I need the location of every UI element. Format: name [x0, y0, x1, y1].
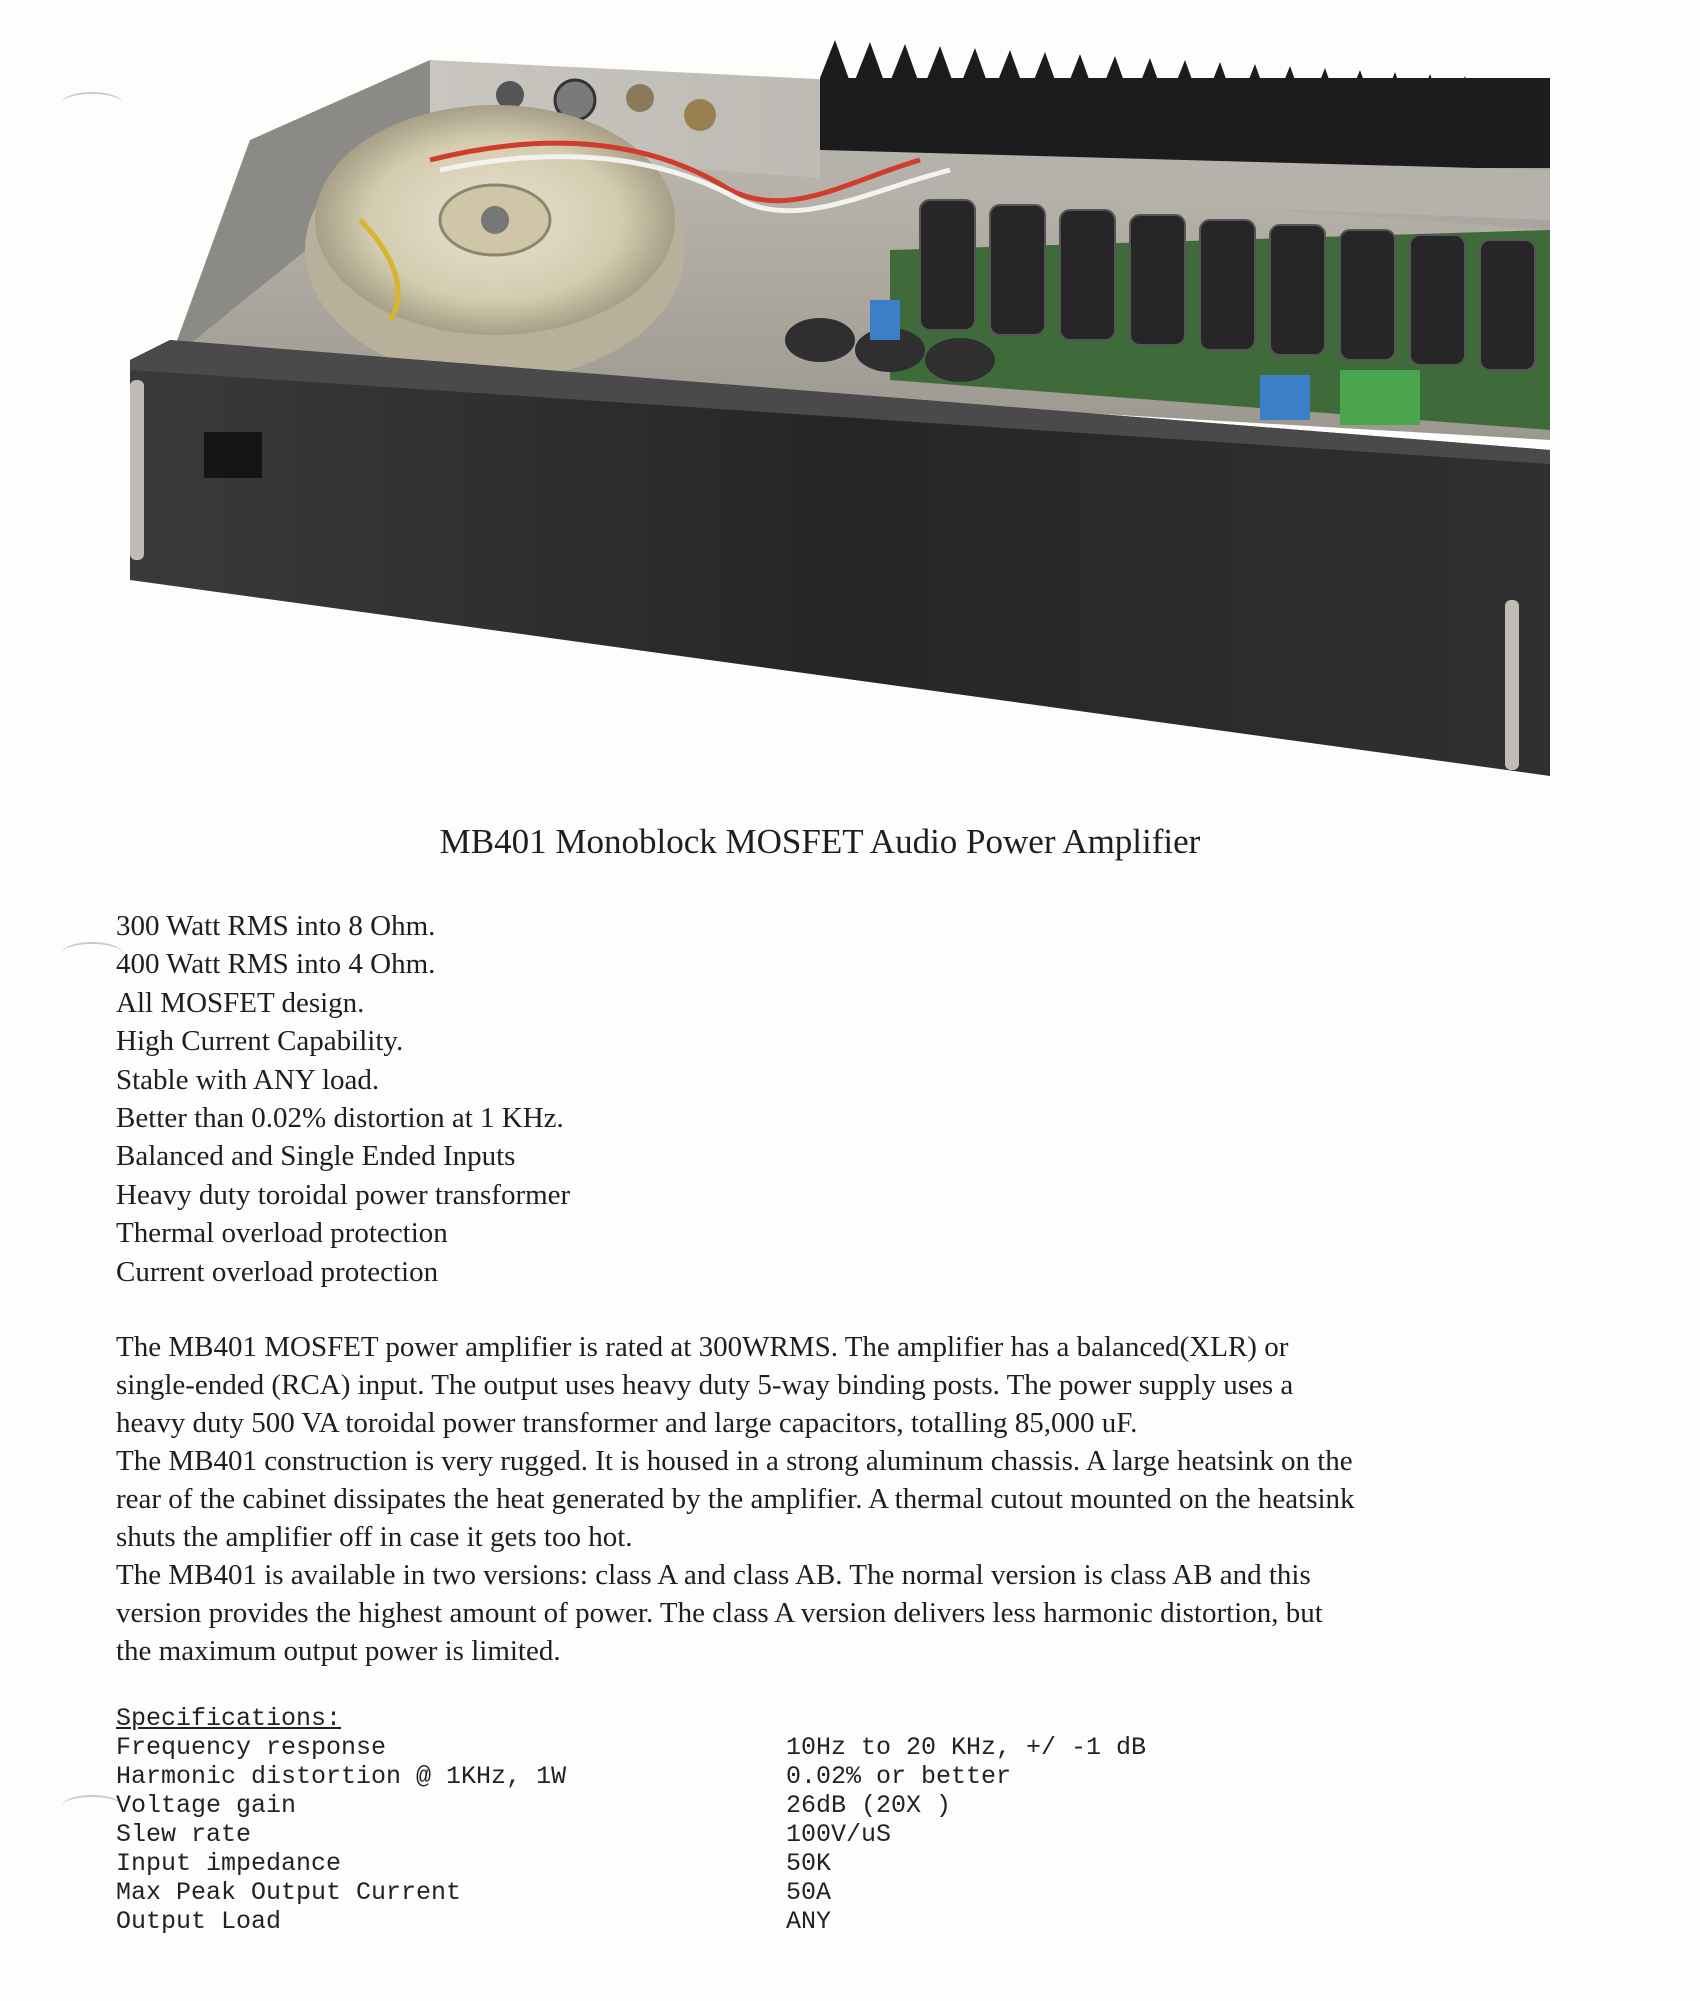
spec-value: 0.02% or better	[786, 1762, 1012, 1791]
description-line: the maximum output power is limited.	[116, 1635, 561, 1667]
spec-row	[116, 1849, 1146, 1878]
spec-name: Output Load	[116, 1907, 282, 1936]
feature-item: Current overload protection	[116, 1255, 439, 1288]
specifications-heading: Specifications:	[116, 1704, 342, 1733]
feature-item: Better than 0.02% distortion at 1 KHz.	[116, 1102, 564, 1135]
spec-name: Slew rate	[116, 1820, 252, 1849]
spec-row	[116, 1791, 1146, 1820]
spec-row	[116, 1762, 1146, 1791]
description-line: heavy duty 500 VA toroidal power transformer and large capacitors, totalling 85,000 uF.	[116, 1407, 1138, 1439]
feature-item: Thermal overload protection	[116, 1217, 448, 1250]
amplifier-photo	[130, 20, 1550, 776]
description-paragraph	[116, 1328, 1556, 1670]
description-line: The MB401 is available in two versions: class A and class AB. The normal version is class AB and this	[116, 1559, 1311, 1591]
right-handle	[1505, 600, 1519, 770]
blue-trimmer	[1260, 375, 1310, 420]
feature-item: High Current Capability.	[116, 1025, 404, 1058]
spec-name: Frequency response	[116, 1733, 387, 1762]
spec-value: 10Hz to 20 KHz, +/ -1 dB	[786, 1733, 1147, 1762]
spec-row	[116, 1878, 1146, 1907]
feature-item: Stable with ANY load.	[116, 1063, 380, 1096]
spec-row	[116, 1820, 1146, 1849]
feature-item: Heavy duty toroidal power transformer	[116, 1178, 571, 1211]
spec-name: Voltage gain	[116, 1791, 297, 1820]
power-switch	[204, 432, 262, 478]
spec-value: 50A	[786, 1878, 832, 1907]
spec-name: Harmonic distortion @ 1KHz, 1W	[116, 1762, 567, 1791]
scan-mark	[62, 1795, 122, 1817]
specifications-table	[116, 1704, 1146, 1936]
scan-mark	[62, 942, 122, 964]
spec-row	[116, 1907, 1146, 1936]
description-line: shuts the amplifier off in case it gets too hot.	[116, 1521, 633, 1553]
page-title: MB401 Monoblock MOSFET Audio Power Amplifier	[439, 822, 1201, 861]
green-terminal	[1340, 370, 1420, 425]
spec-value: 100V/uS	[786, 1820, 892, 1849]
feature-item: 400 Watt RMS into 4 Ohm.	[116, 948, 436, 981]
spec-value: ANY	[786, 1907, 832, 1936]
description-line: single-ended (RCA) input. The output uses heavy duty 5-way binding posts. The power supply uses a	[116, 1369, 1294, 1401]
spec-row	[116, 1733, 1146, 1762]
amplifier-chassis-photo-icon	[130, 20, 1550, 776]
feature-item: All MOSFET design.	[116, 986, 365, 1019]
spec-name: Input impedance	[116, 1849, 342, 1878]
description-line: version provides the highest amount of power. The class A version delivers less harmonic distortion, but	[116, 1597, 1323, 1629]
spec-value: 26dB (20X )	[786, 1791, 952, 1820]
spec-value: 50K	[786, 1849, 832, 1878]
feature-item: 300 Watt RMS into 8 Ohm.	[116, 910, 436, 942]
spec-name: Max Peak Output Current	[116, 1878, 462, 1907]
description-line: rear of the cabinet dissipates the heat generated by the amplifier. A thermal cutout mounted on the heatsink	[116, 1483, 1355, 1515]
heatsink-fins	[820, 40, 1550, 168]
scan-mark	[62, 92, 122, 114]
feature-item: Balanced and Single Ended Inputs	[116, 1140, 516, 1173]
description-line: The MB401 construction is very rugged. It is housed in a strong aluminum chassis. A large heatsink on the	[116, 1445, 1353, 1477]
feature-list	[116, 907, 570, 1291]
description-line: The MB401 MOSFET power amplifier is rated at 300WRMS. The amplifier has a balanced(XLR) or	[116, 1331, 1289, 1363]
left-handle	[130, 380, 144, 560]
